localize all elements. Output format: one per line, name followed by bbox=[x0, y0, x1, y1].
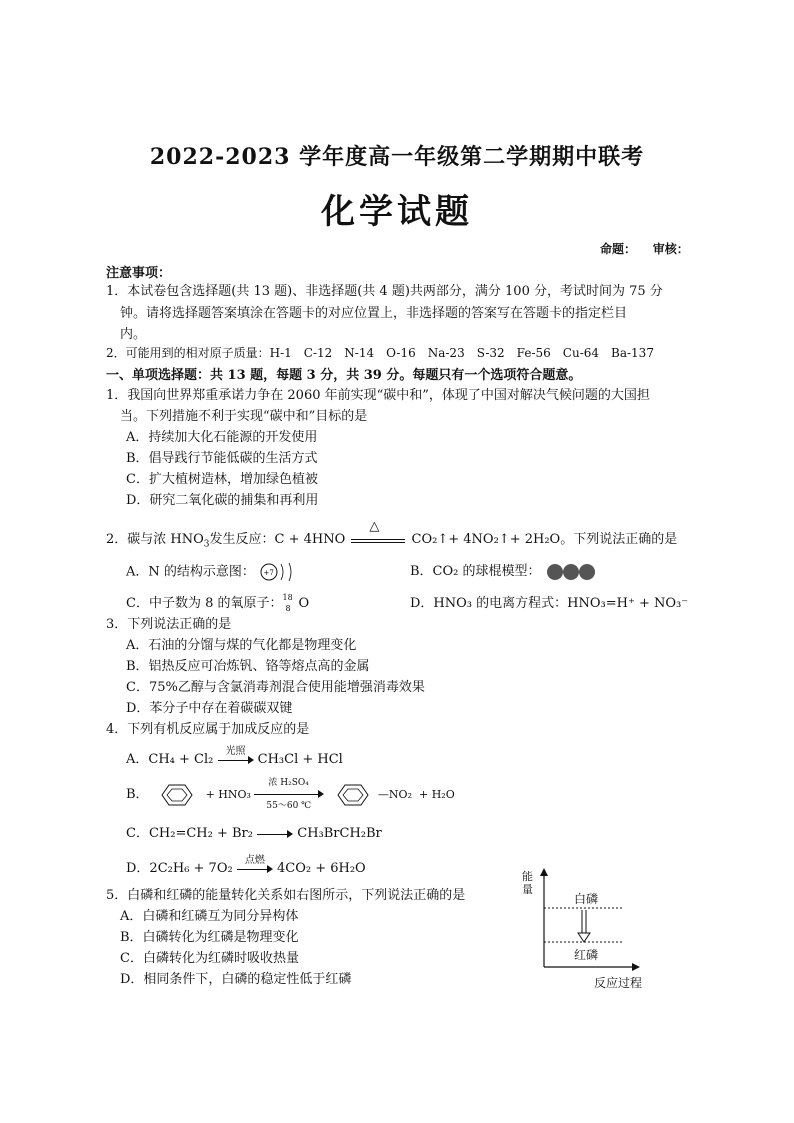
q2-stem bbox=[106, 518, 678, 550]
isotope-number: 8 bbox=[285, 603, 291, 613]
q4-c-arrow-icon bbox=[257, 828, 293, 840]
arrow-head bbox=[248, 756, 254, 764]
setter-reviewer bbox=[600, 240, 689, 257]
note-2: 2．可能用到的相对原子质量：H-1 C-12 N-14 O-16 Na-23 S-32 Fe-56 Cu-64 Ba-137 bbox=[106, 346, 654, 360]
notes-heading: 注意事项： bbox=[106, 266, 172, 281]
reaction-process-label: 反应过程 bbox=[594, 976, 643, 990]
q2-a-text: A．N 的结构示意图： bbox=[126, 564, 255, 580]
q4-d-condition: 点燃 bbox=[244, 854, 265, 866]
q1-stem-line-2: 当。下列措施不利于实现“碳中和”目标的是 bbox=[120, 409, 368, 424]
q2-c-text: C．中子数为 8 的氧原子： bbox=[126, 596, 283, 611]
q4-b-water: + H₂O bbox=[418, 788, 455, 801]
arrow-head bbox=[318, 790, 324, 798]
q4-c-left: C．CH₂=CH₂ + Br₂ bbox=[126, 826, 253, 841]
arrow-shaft bbox=[237, 869, 269, 870]
q2-sub: 3 bbox=[203, 539, 210, 550]
q3-option-a: A．石油的分馏与煤的气化都是物理变化 bbox=[126, 638, 357, 653]
energy-diagram bbox=[518, 866, 658, 996]
isotope-mass: 18 bbox=[282, 592, 293, 602]
atom-core: +7 bbox=[263, 569, 274, 577]
arrow-head bbox=[267, 865, 273, 873]
arrow-shaft bbox=[254, 794, 320, 795]
q1-option-a: A．持续加大化石能源的开发使用 bbox=[126, 430, 318, 445]
white-phosphorus-label: 白磷 bbox=[574, 892, 599, 906]
q4-option-c bbox=[126, 822, 382, 841]
q5-stem: 5．白磷和红磷的能量转化关系如右图所示，下列说法正确的是 bbox=[106, 888, 466, 903]
note-1-line-3: 内。 bbox=[120, 327, 147, 342]
isotope-element: O bbox=[298, 596, 310, 611]
arrow-head bbox=[287, 830, 293, 838]
equal-sign bbox=[351, 539, 405, 543]
q4-b-condition-bottom: 55～60 ℃ bbox=[266, 801, 312, 811]
q4-c-right: CH₃BrCH₂Br bbox=[297, 826, 382, 841]
q5-option-a: A．白磷和红磷互为同分异构体 bbox=[120, 909, 299, 924]
ball-stick-model-icon bbox=[545, 562, 597, 582]
setter-label: 命题： bbox=[600, 242, 637, 256]
q4-a-condition: 光照 bbox=[225, 745, 246, 757]
q1-option-d: D．研究二氧化碳的捕集和再利用 bbox=[126, 493, 319, 508]
heat-triangle: △ bbox=[369, 518, 380, 534]
section-1-heading: 一、单项选择题：共 13 题，每题 3 分，共 39 分。每题只有一个选项符合题意。 bbox=[106, 368, 582, 383]
reviewer-label: 审核： bbox=[652, 242, 689, 256]
q3-option-d: D．苯分子中存在着碳碳双键 bbox=[126, 701, 293, 716]
energy-axis-label: 能量 bbox=[522, 870, 533, 896]
heat-arrow-icon bbox=[349, 518, 407, 547]
exam-title: 2022-2023 学年度高一年级第二学期期中联考 bbox=[149, 144, 645, 170]
benzene-ring-icon bbox=[152, 782, 202, 808]
note-1-line-1: 1．本试卷包含选择题(共 13 题)、非选择题(共 4 题)共两部分，满分 100 分，考试时间为 75 分 bbox=[106, 284, 663, 299]
q2-products: CO₂↑+ 4NO₂↑+ 2H₂O。下列说法正确的是 bbox=[411, 532, 678, 547]
q4-a-right: CH₃Cl + HCl bbox=[257, 752, 343, 767]
q5-option-d: D．相同条件下，白磷的稳定性低于红磷 bbox=[120, 972, 352, 987]
arrow-shaft bbox=[218, 760, 250, 761]
q2-option-b bbox=[410, 560, 597, 582]
atom-structure-icon bbox=[259, 560, 299, 584]
q2-b-text: B．CO₂ 的球棍模型： bbox=[410, 564, 541, 579]
q4-b-nitro-group: —NO₂ bbox=[377, 788, 412, 801]
benzene-ring-icon bbox=[328, 782, 378, 808]
q4-a-left: A．CH₄ + Cl₂ bbox=[126, 752, 214, 767]
q4-d-arrow-icon bbox=[237, 854, 273, 875]
q1-option-b: B．倡导践行节能低碳的生活方式 bbox=[126, 451, 318, 466]
red-phosphorus-label: 红磷 bbox=[574, 948, 599, 962]
q4-option-a bbox=[126, 745, 343, 767]
subject-title: 化学试题 bbox=[321, 192, 473, 232]
q5-option-c: C．白磷转化为红磷时吸收热量 bbox=[120, 951, 299, 966]
q4-d-right: 4CO₂ + 6H₂O bbox=[276, 861, 366, 876]
note-1-line-2: 钟。请将选择题答案填涂在答题卡的对应位置上，非选择题的答案写在答题卡的指定栏目 bbox=[120, 306, 628, 321]
q4-option-b bbox=[126, 778, 455, 811]
q2-option-d: D．HNO₃ 的电离方程式：HNO₃=H⁺ + NO₃⁻ bbox=[410, 596, 689, 611]
q4-b-label: B． bbox=[126, 787, 149, 802]
q5-option-b: B．白磷转化为红磷是物理变化 bbox=[120, 930, 299, 945]
q4-b-reagent: + HNO₃ bbox=[205, 788, 251, 801]
q2-prefix: 2．碳与浓 HNO bbox=[106, 532, 204, 547]
arrow-shaft bbox=[257, 834, 289, 835]
q3-option-b: B．铝热反应可冶炼钒、铬等熔点高的金属 bbox=[126, 659, 370, 674]
q4-stem: 4．下列有机反应属于加成反应的是 bbox=[106, 722, 310, 737]
q4-a-arrow-icon bbox=[218, 745, 254, 766]
q3-stem: 3．下列说法正确的是 bbox=[106, 617, 232, 632]
isotope-notation bbox=[282, 592, 298, 613]
q2-mid: 发生反应：C + 4HNO bbox=[209, 532, 346, 547]
q4-b-arrow-icon bbox=[254, 778, 324, 811]
q2-option-a bbox=[126, 560, 299, 584]
q1-option-c: C．扩大植树造林，增加绿色植被 bbox=[126, 472, 318, 487]
q4-d-left: D．2C₂H₆ + 7O₂ bbox=[126, 861, 233, 876]
q2-option-c bbox=[126, 592, 309, 611]
q3-option-c: C．75%乙醇与含氯消毒剂混合使用能增强消毒效果 bbox=[126, 680, 425, 695]
q1-stem-line-1: 1．我国向世界郑重承诺力争在 2060 年前实现“碳中和”，体现了中国对解决气候问题的大国担 bbox=[106, 388, 650, 403]
q4-option-d bbox=[126, 854, 366, 876]
q4-b-condition-top: 浓 H₂SO₄ bbox=[268, 778, 309, 788]
